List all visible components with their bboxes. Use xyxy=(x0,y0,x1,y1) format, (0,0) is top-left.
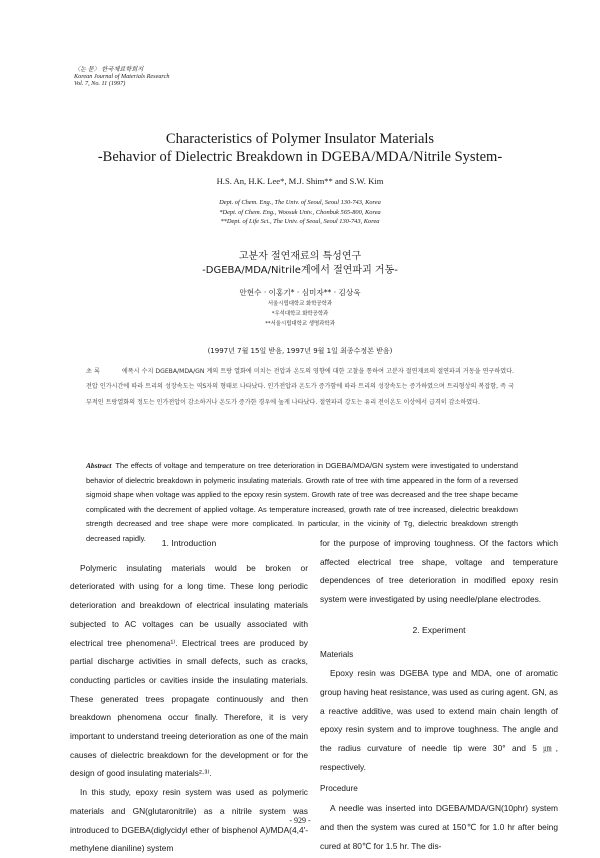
left-column xyxy=(70,522,308,858)
section-heading-introduction: 1. Introduction xyxy=(161,538,217,548)
author-list: H.S. An, H.K. Lee*, M.J. Shim** and S.W. Kim xyxy=(216,176,384,186)
page-number: - 929 - xyxy=(289,816,311,825)
title-line-2: -Behavior of Dielectric Breakdown in DGEBA/MDA/Nitrile System- xyxy=(97,149,503,165)
affiliation-item: Dept. of Chem. Eng., The Univ. of Seoul, Seoul 130-743, Korea xyxy=(219,199,381,206)
affiliation-list xyxy=(0,198,600,227)
journal-korean-name: 〈논 문〉 한국재료학회지 xyxy=(74,66,144,73)
korean-title-line-2: -DGEBA/MDA/Nitrile계에서 절연파괴 거동- xyxy=(202,265,398,276)
subsection-heading-materials: Materials xyxy=(320,649,354,659)
intro-paragraph-2: In this study, epoxy resin system was used as polymeric materials and GN(glutaronitrile) as a nitrile system was introduced to DGEBA(diglycidyl ether of bisphenol A)/MDA(4,4'-methylene dianiline) system xyxy=(70,787,308,854)
korean-affiliation-item: **서울시립대학교 생명과학과 xyxy=(265,321,335,327)
received-dates: (1997년 7월 15일 받음, 1997년 9월 1일 최종수정본 받음) xyxy=(207,347,393,355)
paper-title xyxy=(0,131,600,166)
intro-paragraph-1: Polymeric insulating materials would be broken or deteriorated with using for a long time. These long periodic deterioration and breakdown of electrical insulating materials subjected to AC voltages can be usually associated with electrical tree phenomena¹⁾. Electrical trees are produced by partial discharge activities in small defects, such as cracks, conducting particles or cavities inside the insulating materials. These generated trees propagate continuously and then breakdown phenomena occur finally. Therefore, it is very important to understand treeing deterioration as one of the main causes of dielectric breakdown for the development or for the design of good insulating materials²·³⁾. xyxy=(70,562,308,779)
materials-paragraph: Epoxy resin was DGEBA type and MDA, one of aromatic group having heat resistance, was used as curing agent. GN, as a reactive additive, was used to extend main chain length of epoxy resin system and to improve toughness. The angle and the radius curvature of needle tip were 30° and 5 ㎛, respectively. xyxy=(320,668,558,772)
journal-volume: Vol. 7, No. 11 (1997) xyxy=(74,80,126,87)
section-heading-experiment: 2. Experiment xyxy=(412,624,466,635)
korean-abstract-text: 에폭시 수지 DGEBA/MDA/GN 계의 트랑 열화에 미치는 전압과 온도의 영향에 대한 고찰을 통하여 고분자 절연재료의 절연파괴 거동을 연구하였다. 전압 인가시간에 따라 트리의 성장속도는 역S자의 형태로 나타났다. 인가전압과 온도가 증가함에 따라 트리의 성장속도는 증가하였으며 트리형상의 복잡함, 즉 국부적인 트랑열화의 정도는 인가전압이 감소하거나 온도가 증가한 경우에 높게 나타났다. 절연파괴 강도는 유리 전이온도 이상에서 급격히 감소하였다. xyxy=(86,368,514,406)
korean-author-list: 안현수 · 이홍기* · 심미자** · 김상욱 xyxy=(239,288,361,297)
korean-abstract xyxy=(86,364,514,410)
abstract-label: Abstract xyxy=(86,461,112,470)
affiliation-item: *Dept. of Chem. Eng., Woosuk Univ., Chonbuk 565-800, Korea xyxy=(219,208,381,216)
affiliation-item: **Dept. of Life Sci., The Univ. of Seoul, Seoul 130-743, Korea xyxy=(220,218,380,225)
journal-header xyxy=(74,66,169,87)
journal-english-name: Korean Journal of Materials Research xyxy=(74,73,170,80)
korean-affiliation-item: 서울시립대학교 화학공학과 xyxy=(267,301,333,307)
right-column xyxy=(320,534,558,855)
subsection-heading-procedure: Procedure xyxy=(320,784,358,794)
intro-paragraph-continued: for the purpose of improving toughness. Of the factors which affected electrical tree shape, voltage and temperature dependences of tree deterioration in modified epoxy resin system were investigated by using needle/plane electrodes. xyxy=(320,538,558,605)
title-line-1: Characteristics of Polymer Insulator Materials xyxy=(165,131,435,147)
procedure-paragraph: A needle was inserted into DGEBA/MDA/GN(10phr) system and then the system was cured at 150℃ for 1.0 hr after being cured at 80℃ for 1.5 hr. The dis- xyxy=(320,803,558,851)
korean-title xyxy=(0,250,600,278)
korean-abstract-label: 초 록 xyxy=(86,368,100,375)
korean-title-line-1: 고분자 절연재료의 특성연구 xyxy=(238,251,362,262)
abstract-text: The effects of voltage and temperature on tree deterioration in DGEBA/MDA/GN system were investigated to understand behavior of dielectric breakdown in polymeric insulating materials. Growth rate of tree with time appeared in the form of a reversed sigmoid shape when voltage was applied to the epoxy resin system. Growth rate of tree was decreased and the tree shape became complicated with the decrement of applied voltage. As temperature increased, growth rate of tree increased, dielectric breakdown strength decreased and tree shape were more complicated. In particular, in the vicinity of Tg, dielectric breakdown strength decreased rapidly. xyxy=(86,461,518,543)
korean-affiliation-list xyxy=(0,299,600,329)
korean-affiliation-item: *우석대학교 화학공학과 xyxy=(271,311,329,317)
